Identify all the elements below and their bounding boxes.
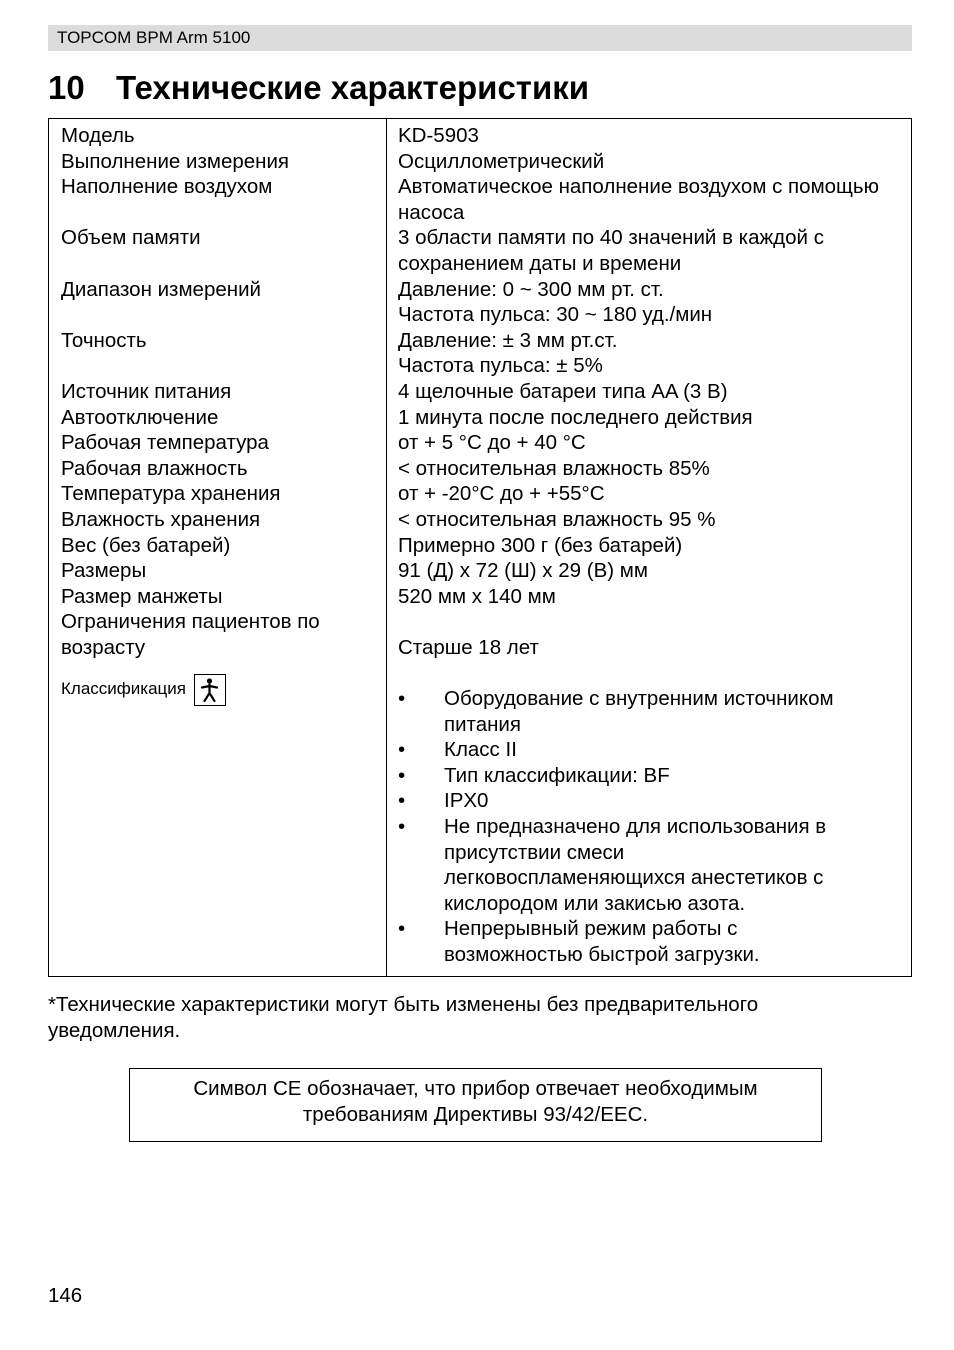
spec-row-storage-temp [49, 481, 912, 507]
spec-row-dimensions [49, 558, 912, 584]
spec-value [387, 660, 912, 976]
spec-row-op-humidity [49, 456, 912, 482]
spec-value: от + -20°C до + +55°C [398, 482, 605, 506]
list-item: • Оборудование с внутренним источником питания [398, 686, 911, 737]
spec-label: Ограничения пациентов по возрасту [49, 609, 387, 660]
spec-label: Размеры [49, 558, 387, 584]
spec-value: Автоматическое наполнение воздухом с помощью насоса [398, 175, 879, 224]
spec-label: Объем памяти [49, 225, 387, 276]
list-item: • IPX0 [398, 788, 911, 814]
spec-label: Модель [49, 119, 387, 149]
spec-value-line: Частота пульса: 30 ~ 180 уд./мин [398, 303, 713, 327]
spec-label: Выполнение измерения [49, 149, 387, 175]
section-title-text: Технические характеристики [116, 69, 590, 106]
spec-row-inflation [49, 174, 912, 225]
spec-value-line: Старше 18 лет [398, 635, 539, 659]
spec-value: 91 (Д) x 72 (Ш) x 29 (В) мм [398, 559, 648, 583]
ce-notice-box [129, 1068, 822, 1142]
spec-row-auto-off [49, 405, 912, 431]
spec-label: Автоотключение [49, 405, 387, 431]
spec-label: Наполнение воздухом [49, 174, 387, 225]
spec-row-model [49, 119, 912, 149]
spec-row-age [49, 609, 912, 660]
spec-value-line: Давление: 0 ~ 300 мм рт. ст. [398, 277, 664, 301]
spec-value [387, 277, 912, 328]
spec-label: Вес (без батарей) [49, 533, 387, 559]
spec-value: < относительная влажность 85% [398, 456, 710, 480]
classification-list [398, 686, 911, 968]
spec-label: Рабочая температура [49, 430, 387, 456]
spec-value: от + 5 °C до + 40 °C [398, 431, 586, 455]
footnote: *Технические характеристики могут быть изменены без предварительного уведомления. [48, 993, 759, 1042]
header-text: TOPCOM BPM Arm 5100 [57, 28, 251, 47]
type-bf-applied-part-icon [194, 674, 226, 706]
ce-notice-text: Символ CE обозначает, что прибор отвечает необходимым требованиям Директивы 93/42/EEC. [193, 1077, 758, 1126]
spec-row-classification [49, 660, 912, 976]
spec-label: Точность [49, 328, 387, 379]
spec-row-memory [49, 225, 912, 276]
list-item: • Не предназначено для использования в присутствии смеси легковоспламеняющихся анестетиков с кислородом или закисью азота. [398, 814, 911, 916]
spec-row-range [49, 277, 912, 328]
spec-label-cell [49, 660, 387, 976]
spec-row-power [49, 379, 912, 405]
spec-value: 3 области памяти по 40 значений в каждой с сохранением даты и времени [398, 226, 824, 275]
spec-label: Классификация [61, 679, 186, 699]
spec-value-line: Частота пульса: ± 5% [398, 354, 603, 378]
list-item: • Класс II [398, 737, 911, 763]
spec-value: Осциллометрический [398, 149, 605, 173]
spec-value: 520 мм x 140 мм [398, 584, 556, 608]
spec-row-method [49, 149, 912, 175]
section-title [48, 66, 589, 110]
list-item: • Тип классификации: BF [398, 763, 911, 789]
list-item: • Непрерывный режим работы с возможностью быстрой загрузки. [398, 916, 911, 967]
spec-value-spacer [398, 609, 911, 635]
spec-value: 1 минута после последнего действия [398, 405, 753, 429]
running-header [48, 25, 912, 51]
specs-table [48, 118, 912, 977]
section-number: 10 [48, 69, 85, 106]
spec-label: Рабочая влажность [49, 456, 387, 482]
spec-label: Источник питания [49, 379, 387, 405]
spec-value-line: Давление: ± 3 мм рт.ст. [398, 328, 618, 352]
spec-row-cuff [49, 584, 912, 610]
spec-value [387, 328, 912, 379]
spec-value [387, 609, 912, 660]
spec-value: KD-5903 [398, 124, 479, 147]
spec-label: Диапазон измерений [49, 277, 387, 328]
spec-row-storage-humidity [49, 507, 912, 533]
spec-label: Влажность хранения [49, 507, 387, 533]
spec-label: Размер манжеты [49, 584, 387, 610]
spec-row-weight [49, 533, 912, 559]
spec-value: Примерно 300 г (без батарей) [398, 533, 683, 557]
spec-value: < относительная влажность 95 % [398, 507, 716, 531]
spec-row-op-temp [49, 430, 912, 456]
spec-value: 4 щелочные батареи типа AA (3 В) [398, 379, 728, 403]
page-number: 146 [48, 1284, 83, 1307]
spec-row-accuracy [49, 328, 912, 379]
spec-label: Температура хранения [49, 481, 387, 507]
